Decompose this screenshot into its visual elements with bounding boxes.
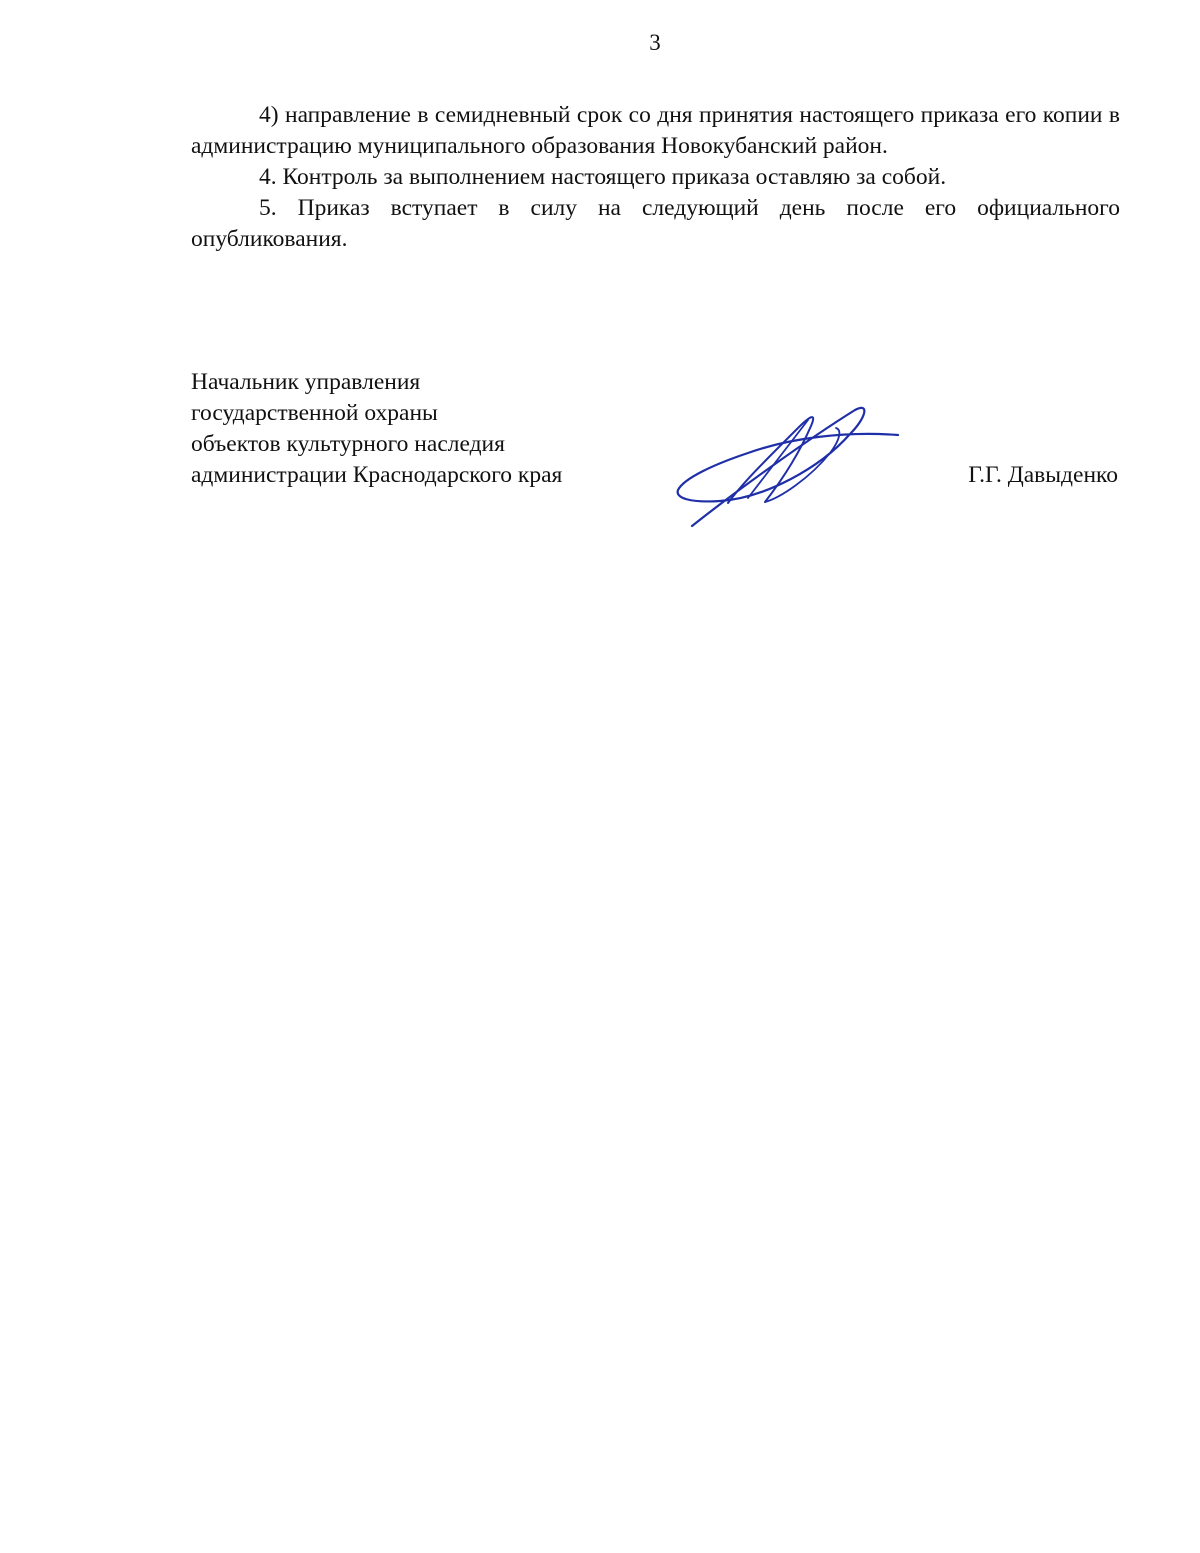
handwritten-signature — [670, 398, 910, 533]
signer-name: Г.Г. Давыденко — [968, 462, 1118, 488]
paragraph-item-4: 4) направление в семидневный срок со дня принятия настоящего приказа его копии в администрацию муниципального образования Новокубанский район. — [191, 102, 1120, 159]
paragraph-control: 4. Контроль за выполнением настоящего приказа оставляю за собой. — [259, 164, 947, 190]
signatory-position — [191, 367, 562, 491]
position-line: администрации Краснодарского края — [191, 462, 563, 488]
document-body — [191, 100, 1120, 255]
position-line: объектов культурного наследия — [191, 431, 505, 457]
page-number: 3 — [649, 30, 661, 55]
position-line: Начальник управления — [191, 369, 421, 395]
signature-stroke — [678, 408, 898, 526]
paragraph-effect: 5. Приказ вступает в силу на следующий день после его официального опубликования. — [191, 195, 1120, 252]
position-line: государственной охраны — [191, 400, 438, 426]
